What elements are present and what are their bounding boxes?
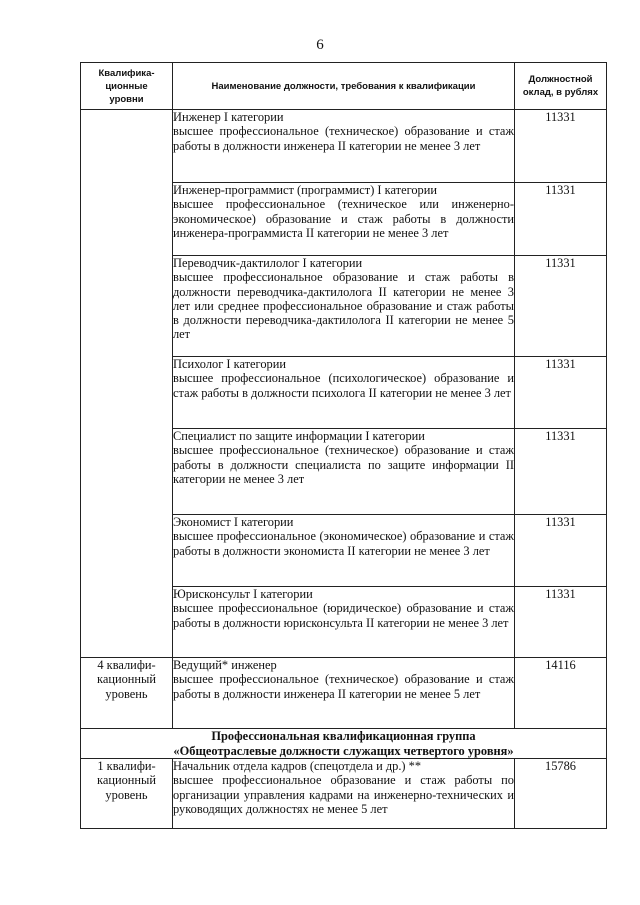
position-cell: Переводчик-дактилолог I категории высшее профессиональное образование и стаж работы в должности переводчика-дактилолога II категории не менее 3 лет или среднее профессиональное образование и стаж работы в должности переводчика-дактилолога II категории не менее 5 лет bbox=[173, 256, 515, 357]
position-cell: Инженер-программист (программист) I категории высшее профессиональное (техническое или инженерно-экономическое) образование и стаж работы в должности инженера-программиста II категории не менее 3 лет bbox=[173, 183, 515, 256]
salary-cell: 14116 bbox=[515, 658, 607, 729]
level-cell-1: 1 квалифи- кационный уровень bbox=[81, 759, 173, 829]
qualification-table bbox=[80, 62, 607, 829]
table-row bbox=[81, 759, 607, 829]
position-cell: Ведущий* инженер высшее профессиональное (техническое) образование и стаж работы в должности инженера II категории не менее 5 лет bbox=[173, 658, 515, 729]
position-cell: Юрисконсульт I категории высшее профессиональное (юридическое) образование и стаж работы в должности юрисконсульта II категории не менее 3 лет bbox=[173, 587, 515, 658]
group-title-row bbox=[81, 729, 607, 759]
table-header-row bbox=[81, 63, 607, 110]
header-level: Квалифика- ционные уровни bbox=[81, 63, 173, 110]
level-cell-4: 4 квалифи- кационный уровень bbox=[81, 658, 173, 729]
position-cell: Психолог I категории высшее профессиональное (психологическое) образование и стаж работы в должности психолога II категории не менее 3 лет bbox=[173, 357, 515, 429]
position-cell: Специалист по защите информации I категории высшее профессиональное (техническое) образование и стаж работы в должности специалиста по защите информации II категории не менее 3 лет bbox=[173, 429, 515, 515]
salary-cell: 11331 bbox=[515, 110, 607, 183]
table-row bbox=[81, 110, 607, 183]
salary-cell: 11331 bbox=[515, 587, 607, 658]
salary-cell: 11331 bbox=[515, 429, 607, 515]
salary-cell: 11331 bbox=[515, 256, 607, 357]
salary-cell: 15786 bbox=[515, 759, 607, 829]
position-cell: Инженер I категории высшее профессиональное (техническое) образование и стаж работы в должности инженера II категории не менее 3 лет bbox=[173, 110, 515, 183]
salary-cell: 11331 bbox=[515, 183, 607, 256]
page-number: 6 bbox=[316, 37, 324, 53]
header-salary: Должностной оклад, в рублях bbox=[515, 63, 607, 110]
level-cell-3 bbox=[81, 110, 173, 658]
position-cell: Экономист I категории высшее профессиональное (экономическое) образование и стаж работы в должности экономиста II категории не менее 3 лет bbox=[173, 515, 515, 587]
salary-cell: 11331 bbox=[515, 357, 607, 429]
position-cell: Начальник отдела кадров (спецотдела и др.) ** высшее профессиональное образование и стаж работы по организации управления кадрами на инженерно-технических и руководящих должностях не менее 5 лет bbox=[173, 759, 515, 829]
salary-cell: 11331 bbox=[515, 515, 607, 587]
table-row bbox=[81, 658, 607, 729]
group-title: Профессиональная квалификационная группа «Общеотраслевые должности служащих четвертого уровня» bbox=[81, 729, 607, 759]
header-position: Наименование должности, требования к квалификации bbox=[173, 63, 515, 110]
